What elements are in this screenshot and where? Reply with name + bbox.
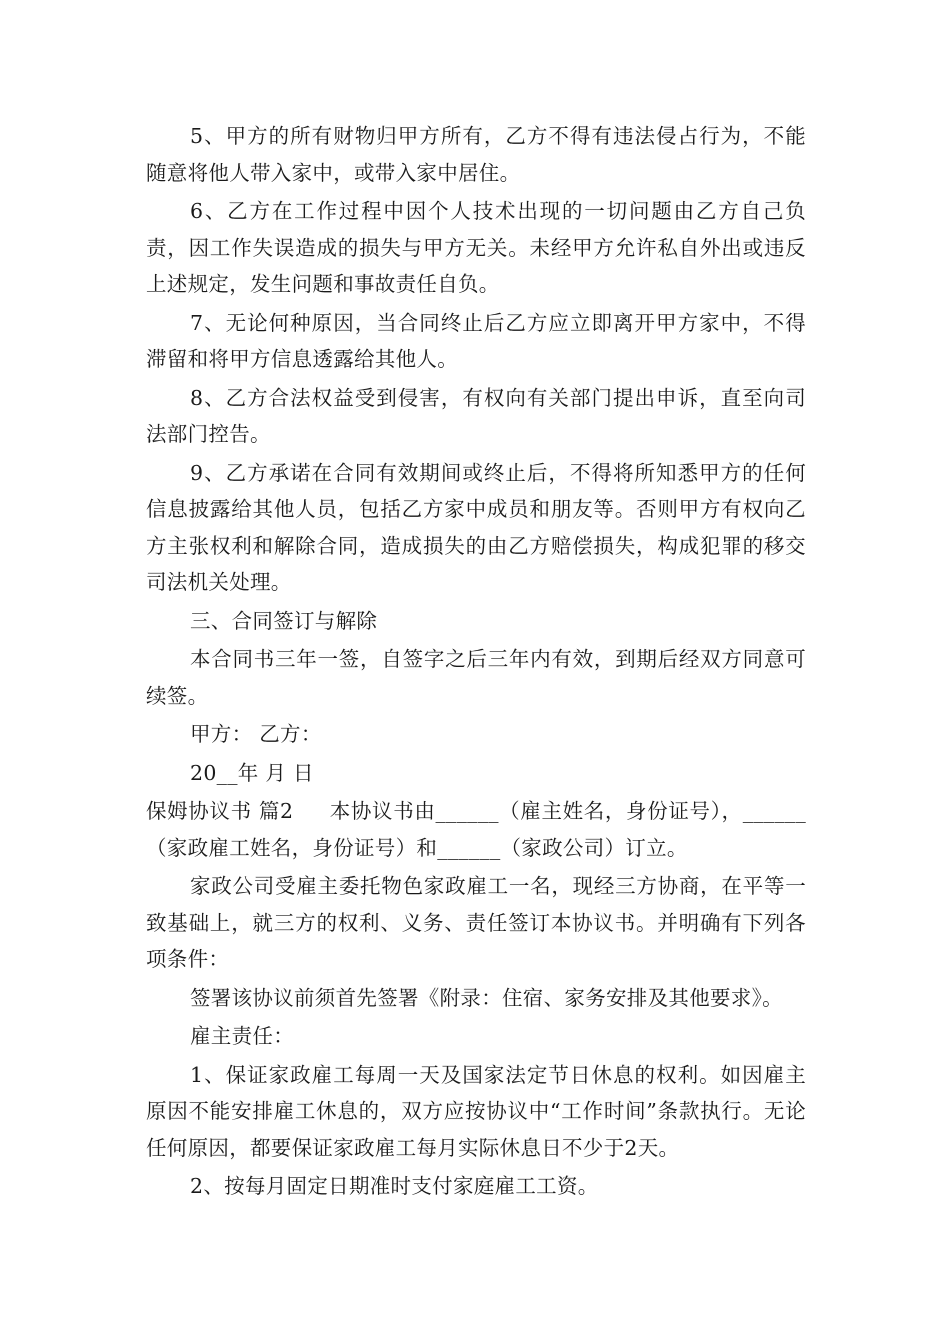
employer-duty-1: 1、保证家政雇工每周一天及国家法定节日休息的权利。如因雇主原因不能安排雇工休息的，双方应按协议中“工作时间”条款执行。无论任何原因，都要保证家政雇工每月实际休息日不少于2天。 [146,1062,806,1160]
clause-9: 9、乙方承诺在合同有效期间或终止后，不得将所知悉甲方的任何信息披露给其他人员，包括乙方家中成员和朋友等。否则甲方有权向乙方主张权利和解除合同，造成损失的由乙方赔偿损失，构成犯罪的移交司法机关处理。 [146,460,806,594]
section2-heading: 保姆协议书 篇2 [146,799,294,823]
section2-intro-block [146,793,806,866]
clause-7: 7、无论何种原因，当合同终止后乙方应立即离开甲方家中，不得滞留和将甲方信息透露给其他人。 [146,310,806,371]
signature-date: 20__年 月 日 [190,760,314,785]
section-heading-3: 三、合同签订与解除 [190,608,378,633]
agreement-preamble: 家政公司受雇主委托物色家政雇工一名，现经三方协商，在平等一致基础上，就三方的权利、义务、责任签订本协议书。并明确有下列各项条件： [146,874,806,971]
document-page [146,118,806,1205]
appendix-note: 签署该协议前须首先签署《附录：住宿、家务安排及其他要求》。 [190,985,783,1010]
employer-duty-2: 2、按每月固定日期准时支付家庭雇工工资。 [190,1174,599,1198]
clause-5: 5、甲方的所有财物归甲方所有，乙方不得有违法侵占行为，不能随意将他人带入家中，或带入家中居住。 [146,124,806,185]
clause-6: 6、乙方在工作过程中因个人技术出现的一切问题由乙方自己负责，因工作失误造成的损失与甲方无关。未经甲方允许私自外出或违反上述规定，发生问题和事故责任自负。 [146,199,806,296]
section2-intro: 本协议书由______（雇主姓名，身份证号），______（家政雇工姓名，身份证号）和______（家政公司）订立。 [146,799,806,860]
signature-parties: 甲方： 乙方： [190,722,322,746]
clause-8: 8、乙方合法权益受到侵害，有权向有关部门提出申诉，直至向司法部门控告。 [146,385,806,446]
employer-duties-heading: 雇主责任： [190,1024,294,1048]
contract-term: 本合同书三年一签，自签字之后三年内有效，到期后经双方同意可续签。 [146,647,806,708]
